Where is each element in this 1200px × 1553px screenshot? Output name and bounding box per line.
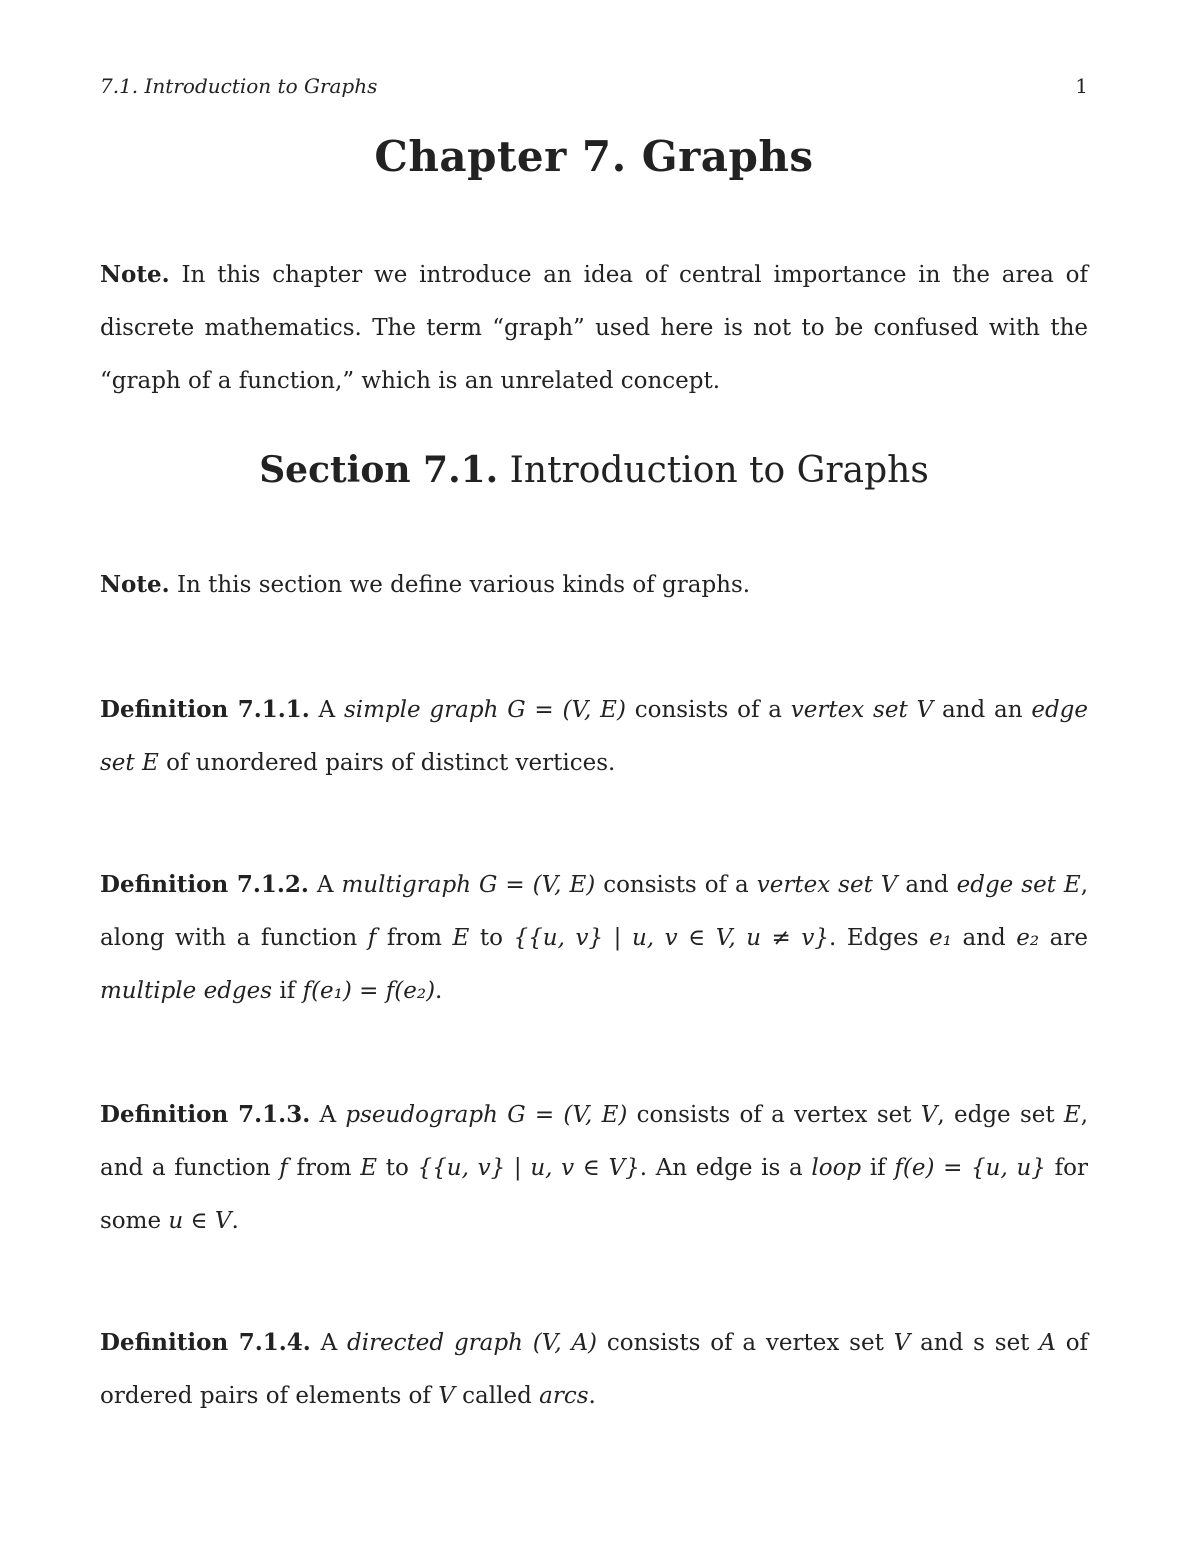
def-text: called [454, 1383, 540, 1409]
definition-label: Definition 7.1.4. [100, 1329, 311, 1356]
def-term: edge set [100, 697, 1089, 776]
def-math: (V, A) [522, 1330, 607, 1356]
def-text: to [469, 925, 514, 951]
def-text: A [319, 1102, 346, 1128]
def-text: of ordered pairs of elements of [100, 1330, 1089, 1409]
section-heading [100, 449, 1088, 491]
def-math: e₁ [929, 925, 952, 951]
def-term: multiple edges [100, 978, 273, 1004]
definition-label: Definition 7.1.1. [100, 696, 310, 723]
def-text: for some [100, 1155, 1088, 1234]
def-term: vertex set [790, 697, 908, 723]
chapter-title: Chapter 7. Graphs [374, 132, 814, 181]
def-text: A [318, 697, 344, 723]
def-math: E [1055, 872, 1081, 898]
running-head [100, 74, 1088, 102]
section-label: Section 7.1. [259, 449, 499, 491]
def-term: arcs [539, 1383, 589, 1409]
definition-label: Definition 7.1.2. [100, 871, 309, 898]
def-term: directed graph [347, 1330, 523, 1356]
def-math: V [920, 1102, 938, 1128]
def-math: E [452, 925, 470, 951]
def-term: loop [811, 1155, 862, 1181]
definition-7-1-2 [100, 858, 1088, 1018]
def-text: and s set [910, 1330, 1040, 1356]
def-text: to [377, 1155, 418, 1181]
document-page [100, 0, 1088, 1553]
def-text: consists of a [603, 872, 757, 898]
def-math: E [134, 750, 167, 776]
def-term: simple graph [343, 697, 499, 723]
def-math: G = (V, E) [471, 872, 604, 898]
def-term: pseudograph [345, 1102, 498, 1128]
def-math: A [1039, 1330, 1056, 1356]
def-text: are [1039, 925, 1088, 951]
section-note-label: Note. [100, 571, 170, 598]
def-text: if [861, 1155, 895, 1181]
def-math: {{u, v} | u, v ∈ V, u ≠ v} [513, 925, 829, 951]
running-head-title: 7.1. Introduction to Graphs [100, 74, 378, 98]
def-math: G = (V, E) [498, 697, 635, 723]
def-term: multigraph [341, 872, 472, 898]
def-math: G = (V, E) [497, 1102, 637, 1128]
section-note [100, 558, 1088, 612]
page-number: 1 [1075, 74, 1088, 98]
def-text: consists of a [634, 697, 791, 723]
definition-7-1-3 [100, 1088, 1088, 1248]
def-text: and an [941, 697, 1032, 723]
def-text: consists of a vertex set [606, 1330, 894, 1356]
def-math: f(e₁) = f(e₂) [302, 978, 436, 1004]
def-text: from [376, 925, 453, 951]
def-text: if [272, 978, 303, 1004]
definition-label: Definition 7.1.3. [100, 1101, 311, 1128]
def-math: {{u, v} | u, v ∈ V} [417, 1155, 640, 1181]
def-text: and [951, 925, 1017, 951]
def-math: f(e) = {u, u} [894, 1155, 1046, 1181]
def-term: vertex set [756, 872, 873, 898]
def-math: f [279, 1155, 288, 1181]
def-text: A [316, 872, 342, 898]
def-text: , edge set [937, 1102, 1064, 1128]
def-math: e₂ [1016, 925, 1040, 951]
def-math: V [893, 1330, 911, 1356]
def-math: E [1063, 1102, 1081, 1128]
def-text: . [435, 978, 443, 1004]
def-text: from [287, 1155, 361, 1181]
def-math: u ∈ V [168, 1208, 232, 1234]
def-text: consists of a vertex set [636, 1102, 921, 1128]
def-text: . An edge is a [639, 1155, 812, 1181]
def-text: , along with a function [100, 872, 1089, 951]
def-term: edge set [956, 872, 1056, 898]
chapter-note-label: Note. [100, 261, 170, 288]
def-math: V [438, 1383, 455, 1409]
def-text: , and a function [100, 1102, 1088, 1181]
def-math: V [872, 872, 906, 898]
chapter-note [100, 248, 1088, 408]
def-text: . [588, 1383, 596, 1409]
def-text: A [320, 1330, 347, 1356]
chapter-note-text: In this chapter we introduce an idea of central importance in the area of discrete mathematics. The term “graph” used here is not to be confused with the “graph of a function,” which is an unrelated concept. [100, 262, 1088, 394]
def-math: V [907, 697, 942, 723]
definition-7-1-1 [100, 683, 1088, 790]
definition-7-1-4 [100, 1316, 1088, 1423]
section-title: Introduction to Graphs [509, 450, 929, 491]
def-text: . Edges [829, 925, 930, 951]
def-text: . [231, 1208, 239, 1234]
def-text: of unordered pairs of distinct vertices. [166, 750, 616, 776]
def-text: and [905, 872, 957, 898]
section-note-text: In this section we define various kinds of graphs. [176, 572, 751, 598]
def-math: E [360, 1155, 378, 1181]
def-math: f [367, 925, 377, 951]
